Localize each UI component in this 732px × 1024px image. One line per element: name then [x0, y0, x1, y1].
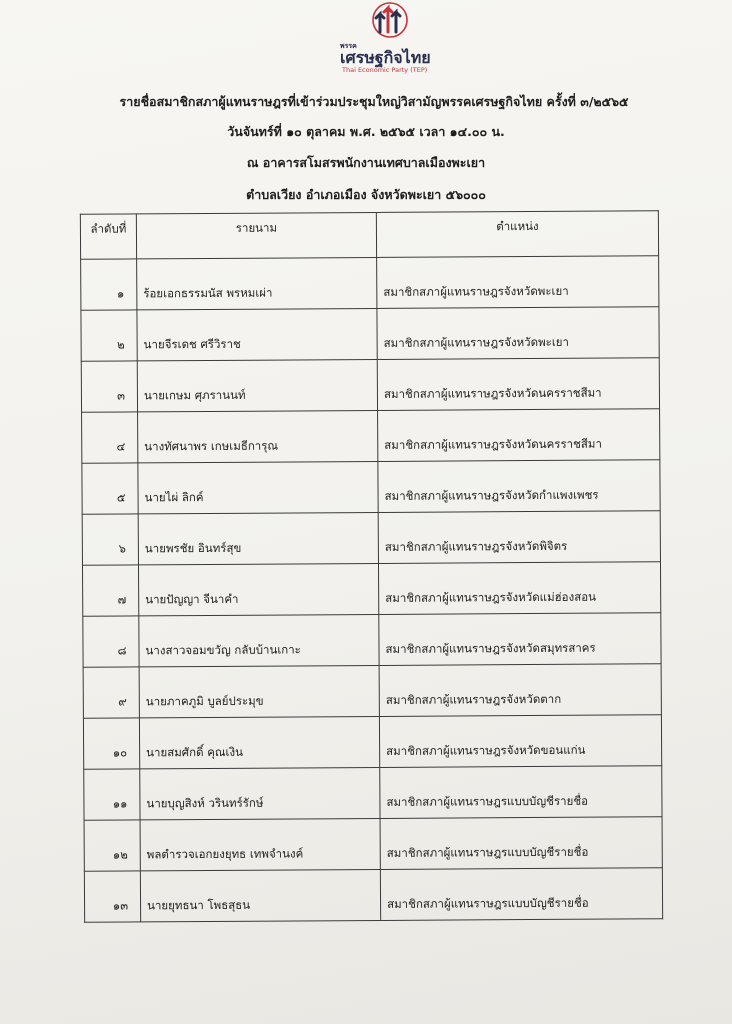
- cell-order: ๔: [82, 412, 138, 463]
- table-header-row: [80, 211, 658, 260]
- table-row: [83, 613, 661, 668]
- cell-position: สมาชิกสภาผู้แทนราษฎรจังหวัดพะเยา: [377, 256, 659, 309]
- cell-order: ๑๓: [84, 871, 140, 922]
- cell-name: นายปัญญา จีนาคำ: [138, 563, 378, 615]
- party-logo: [330, 0, 450, 80]
- table-row: [83, 715, 661, 770]
- cell-position: สมาชิกสภาผู้แทนราษฎรแบบบัญชีรายชื่อ: [380, 766, 662, 819]
- attendee-table: [80, 210, 663, 923]
- cell-name: นายจีรเดช ศรีวิราช: [137, 308, 377, 360]
- cell-name: นางสาวจอมขวัญ กลับบ้านเกาะ: [139, 614, 379, 666]
- cell-name: นายบุญสิงห์ วรินทร์รักษ์: [140, 767, 380, 819]
- cell-order: ๕: [82, 463, 138, 514]
- document-date: วันจันทร์ที่ ๑๐ ตุลาคม พ.ศ. ๒๕๖๕ เวลา ๑๔.๐๐ น.: [227, 124, 505, 139]
- cell-order: ๖: [82, 514, 138, 565]
- logo-small-text: พรรค: [340, 42, 357, 50]
- cell-name: นายไผ่ ลิกค์: [138, 461, 378, 513]
- cell-position: สมาชิกสภาผู้แทนราษฎรจังหวัดนครราชสีมา: [377, 358, 659, 411]
- cell-position: สมาชิกสภาผู้แทนราษฎรจังหวัดสมุทรสาคร: [379, 613, 661, 666]
- cell-order: ๘: [83, 616, 139, 667]
- document-venue: ณ อาคารสโมสรพนักงานเทศบาลเมืองพะเยา: [246, 155, 486, 170]
- table-row: [82, 511, 660, 566]
- header-order: ลำดับที่: [80, 214, 136, 259]
- table-row: [82, 409, 660, 464]
- cell-position: สมาชิกสภาผู้แทนราษฎรแบบบัญชีรายชื่อ: [380, 868, 662, 921]
- table-row: [84, 817, 662, 872]
- cell-position: สมาชิกสภาผู้แทนราษฎรจังหวัดนครราชสีมา: [378, 409, 660, 462]
- party-arrows-icon: [370, 0, 410, 40]
- cell-name: นางทัศนาพร เกษเมธีการุณ: [138, 410, 378, 462]
- header-position: ตำแหน่ง: [376, 211, 658, 258]
- cell-order: ๓: [81, 361, 137, 412]
- table-row: [82, 460, 660, 515]
- table-row: [81, 307, 659, 362]
- document-address: ตำบลเวียง อำเภอเมือง จังหวัดพะเยา ๕๖๐๐๐: [246, 187, 486, 202]
- table-row: [84, 766, 662, 821]
- cell-name: นายพรชัย อินทร์สุข: [138, 512, 378, 564]
- cell-name: นายภาคภูมิ บูลย์ประมุข: [139, 665, 379, 717]
- table-row: [83, 664, 661, 719]
- table-row: [84, 868, 662, 923]
- logo-party-name: เศรษฐกิจไทย: [340, 48, 431, 67]
- cell-position: สมาชิกสภาผู้แทนราษฎรจังหวัดพิจิตร: [378, 511, 660, 564]
- table-row: [82, 562, 660, 617]
- cell-position: สมาชิกสภาผู้แทนราษฎรจังหวัดกำแพงเพชร: [378, 460, 660, 513]
- document-title: รายชื่อสมาชิกสภาผู้แทนราษฎรที่เข้าร่วมประชุมใหญ่วิสามัญพรรคเศรษฐกิจไทย ครั้งที่ ๓/๒๕๖๕: [119, 94, 629, 109]
- cell-position: สมาชิกสภาผู้แทนราษฎรแบบบัญชีรายชื่อ: [380, 817, 662, 870]
- cell-order: ๑: [81, 259, 137, 310]
- cell-name: นายสมศักดิ์ คุณเงิน: [139, 716, 379, 768]
- cell-name: นายเกษม ศุภรานนท์: [137, 359, 377, 411]
- logo-english-name: Thai Economic Party (TEP): [342, 66, 428, 74]
- header-name: รายนาม: [136, 212, 376, 258]
- table-row: [81, 358, 659, 413]
- cell-position: สมาชิกสภาผู้แทนราษฎรจังหวัดพะเยา: [377, 307, 659, 360]
- cell-order: ๒: [81, 310, 137, 361]
- cell-name: พลตำรวจเอกยงยุทธ เทพจำนงค์: [140, 818, 380, 870]
- cell-order: ๙: [83, 667, 139, 718]
- cell-position: สมาชิกสภาผู้แทนราษฎรจังหวัดขอนแก่น: [379, 715, 661, 768]
- cell-order: ๑๑: [84, 769, 140, 820]
- table-row: [81, 256, 659, 311]
- cell-name: ร้อยเอกธรรมนัส พรหมเผ่า: [137, 257, 377, 309]
- cell-position: สมาชิกสภาผู้แทนราษฎรจังหวัดแม่ฮ่องสอน: [378, 562, 660, 615]
- cell-order: ๑๐: [83, 718, 139, 769]
- cell-order: ๑๒: [84, 820, 140, 871]
- cell-position: สมาชิกสภาผู้แทนราษฎรจังหวัดตาก: [379, 664, 661, 717]
- cell-name: นายยุทธนา โพธสุธน: [140, 869, 380, 921]
- cell-order: ๗: [82, 565, 138, 616]
